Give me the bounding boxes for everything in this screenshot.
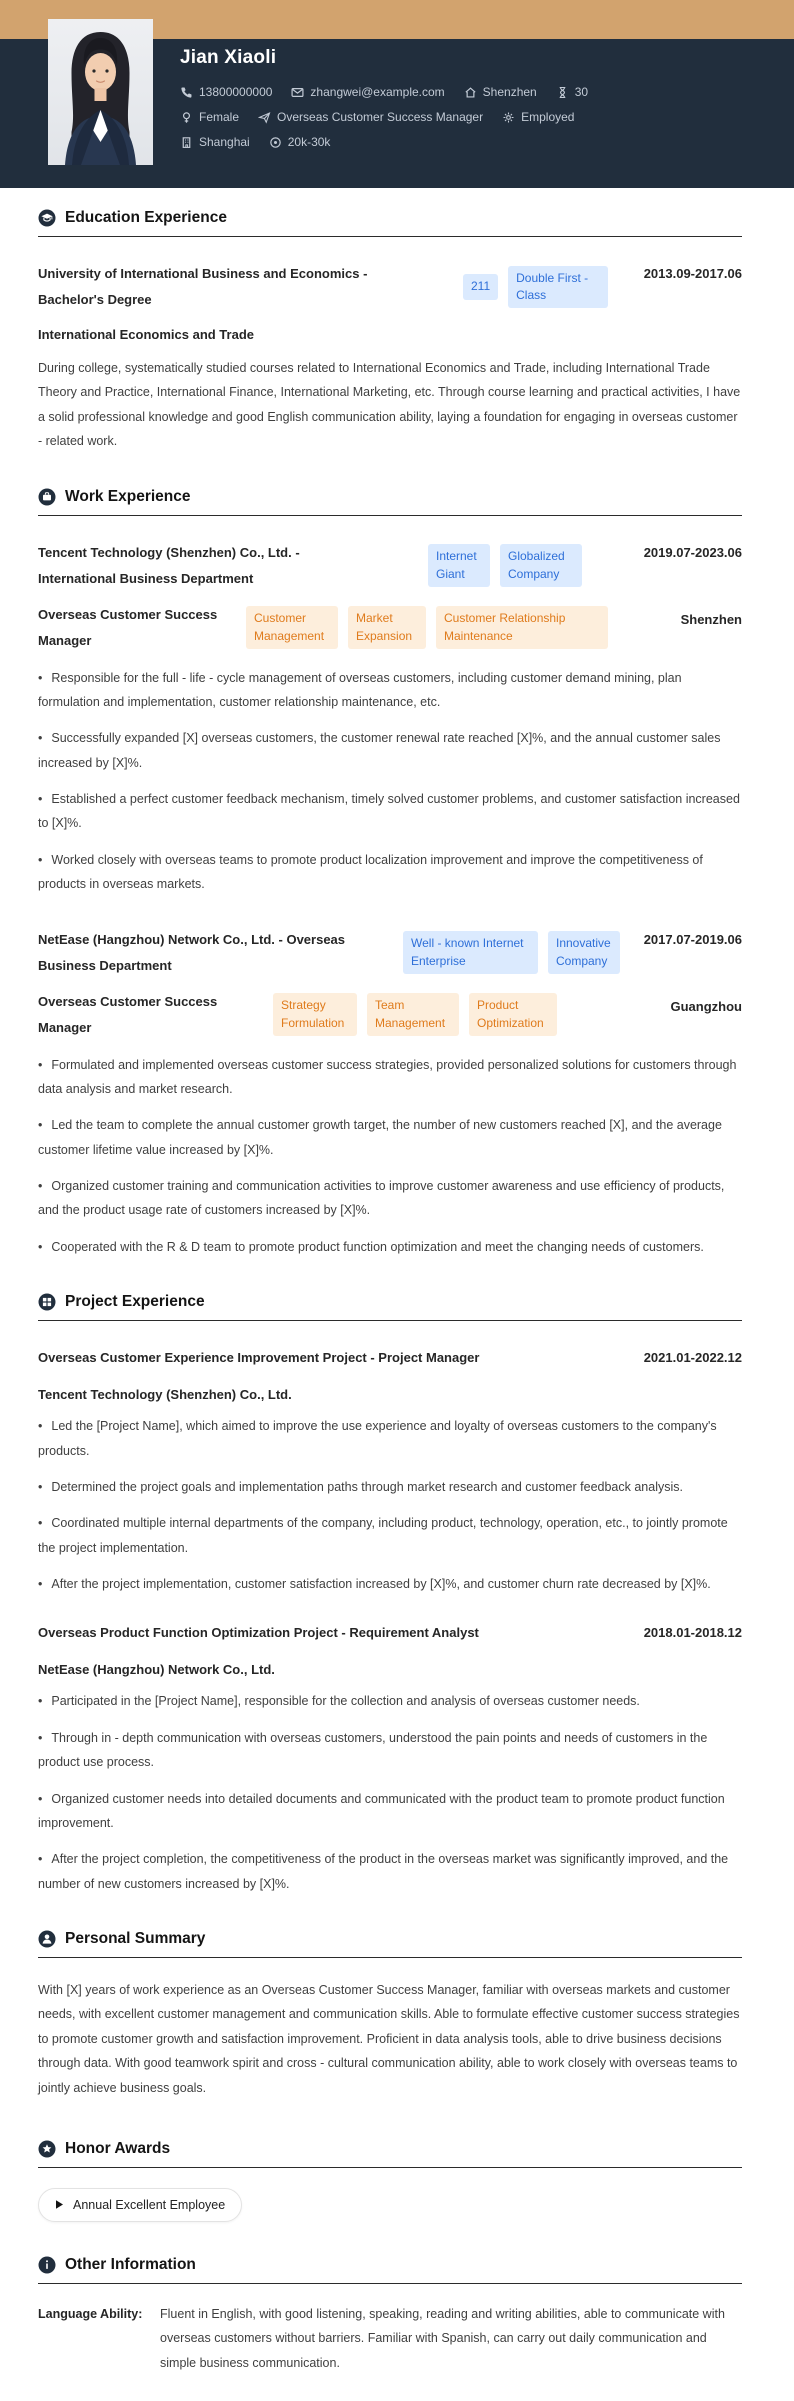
graduation-cap-icon: [38, 209, 56, 227]
paper-plane-icon: [258, 111, 271, 124]
education-description: During college, systematically studied courses related to International Economics and Trade, including International Trade Theory and Practice, International Finance, International Marketing, etc. Through course learning and practical activities, I have a solid professional knowledge and good English communication ability, laying a foundation for engaging in overseas customer - related work.: [38, 361, 741, 449]
medal-star-icon: [38, 2140, 56, 2158]
summary-section-header: [38, 1930, 742, 1948]
gender-icon: [180, 111, 193, 124]
role-tag: Market Expansion: [348, 606, 426, 649]
work-date: 2019.07-2023.06: [643, 544, 742, 560]
language-ability-text: Fluent in English, with good listening, speaking, reading and writing abilities, able to communicate with overseas customers without barriers. Familiar with Spanish, can carry out daily communication and simple business communication.: [160, 2306, 725, 2370]
role-row: [38, 989, 742, 1041]
company-tag: Internet Giant: [428, 544, 490, 587]
section-divider: [38, 515, 742, 516]
city-value: Shenzhen: [482, 85, 537, 99]
project-entry: [38, 1345, 742, 1596]
projects-section-header: [38, 1293, 742, 1311]
work-section-header: [38, 488, 742, 506]
section-work: [38, 488, 742, 1260]
role-tag: Strategy Formulation: [273, 993, 357, 1036]
briefcase-icon: [38, 488, 56, 506]
language-ability-label: Language Ability:: [38, 2306, 143, 2321]
work-bullet: • Organized customer training and communication activities to improve customer awareness and use efficiency of products, and the product usage rate of customers increased by [X]%.: [38, 1174, 742, 1223]
work-date: 2017.07-2019.06: [643, 931, 742, 947]
role-tag: Product Optimization: [469, 993, 557, 1036]
other-section-header: [38, 2256, 742, 2274]
profile-photo: [48, 19, 153, 165]
section-title-honors: Honor Awards: [65, 2139, 171, 2157]
resume-body: [0, 209, 794, 2401]
mail-icon: [291, 86, 304, 99]
company-tag: Globalized Company: [500, 544, 582, 587]
honor-award-label: Annual Excellent Employee: [73, 2197, 226, 2212]
contact-row-1: [180, 85, 774, 99]
school-tags: [368, 266, 644, 309]
salary-item: [269, 135, 331, 149]
company-tags: [368, 931, 644, 974]
salary-value: 20k-30k: [287, 135, 331, 149]
school-tag: Double First - Class: [508, 266, 608, 309]
age-icon: [556, 86, 569, 99]
info-icon: [38, 2256, 56, 2274]
role-tags: [218, 993, 671, 1036]
work-bullet: • Worked closely with overseas teams to promote product localization improvement and improve the competitiveness of products in overseas markets.: [38, 848, 742, 897]
role-row: [38, 602, 742, 654]
gear-icon: [502, 111, 515, 124]
project-entry: [38, 1620, 742, 1896]
major-name: International Economics and Trade: [38, 327, 254, 342]
section-divider: [38, 1957, 742, 1958]
project-bullet: • Participated in the [Project Name], responsible for the collection and analysis of overseas customer needs.: [38, 1689, 742, 1713]
section-title-projects: Project Experience: [65, 1293, 205, 1311]
project-bullet: • Through in - depth communication with overseas customers, understood the pain points and needs of customers in the product use process.: [38, 1726, 742, 1775]
project-date: 2018.01-2018.12: [643, 1625, 742, 1641]
education-date: 2013.09-2017.06: [643, 266, 742, 281]
education-section-header: [38, 209, 742, 227]
project-bullet: • Organized customer needs into detailed documents and communicated with the product team to promote product function improvement.: [38, 1787, 742, 1836]
role-tag: Customer Management: [246, 606, 338, 649]
language-ability-row: [38, 2302, 742, 2375]
project-company: Tencent Technology (Shenzhen) Co., Ltd.: [38, 1387, 292, 1403]
phone-item: [180, 85, 272, 99]
work-bullet: • Cooperated with the R & D team to promote product function optimization and meet the changing needs of customers.: [38, 1235, 742, 1259]
project-header: [38, 1345, 742, 1371]
company-name: NetEase (Hangzhou) Network Co., Ltd. - Overseas Business Department: [38, 931, 346, 973]
age-item: [556, 85, 588, 99]
section-summary: [38, 1930, 742, 2100]
phone-value: 13800000000: [199, 85, 273, 99]
email-item: [291, 85, 444, 99]
school-tag: 211: [463, 274, 498, 299]
work-bullet: • Responsible for the full - life - cycle management of overseas customers, including customer demand mining, plan formulation and implementation, customer relationship maintenance, etc.: [38, 666, 742, 715]
work-bullet: • Established a perfect customer feedback mechanism, timely solved customer problems, and customer satisfaction increased to [X]%.: [38, 787, 742, 836]
honors-section-header: [38, 2140, 742, 2158]
project-bullet: • After the project implementation, customer satisfaction increased by [X]%, and customer churn rate decreased by [X]%.: [38, 1572, 742, 1596]
education-entry-header: [38, 261, 742, 313]
company-name: Tencent Technology (Shenzhen) Co., Ltd. - International Business Department: [38, 544, 300, 586]
section-other: [38, 2256, 742, 2375]
work-location: Guangzhou: [670, 998, 742, 1014]
gender-value: Female: [199, 110, 240, 124]
phone-icon: [180, 86, 193, 99]
work-bullet: • Formulated and implemented overseas customer success strategies, provided personalized solutions for customers through data analysis and market research.: [38, 1053, 742, 1102]
status-value: Employed: [521, 110, 575, 124]
honor-award-pill[interactable]: [38, 2188, 242, 2222]
email-value: zhangwei@example.com: [310, 85, 445, 99]
company-row: [38, 540, 742, 592]
section-title-other: Other Information: [65, 2255, 196, 2273]
company-tags: [368, 544, 644, 587]
profile-photo-illustration: [48, 19, 153, 165]
project-name: Overseas Customer Experience Improvement Project - Project Manager: [38, 1350, 480, 1366]
status-item: [502, 110, 574, 124]
work-bullet: • Successfully expanded [X] overseas customers, the customer renewal rate reached [X]%, and the annual customer sales increased by [X]%.: [38, 726, 742, 775]
contact-row-3: [180, 135, 774, 149]
summary-text: With [X] years of work experience as an Overseas Customer Success Manager, familiar with overseas markets and customer needs, with excellent customer management and communication skills. Able to formulate effective customer success strategies to promote customer growth and satisfaction improvement. Proficient in data analysis tools, able to drive business decisions through data. With good teamwork spirit and cross - cultural communication ability, able to work closely with overseas teams to jointly achieve business goals.: [38, 1983, 740, 2095]
school-name: University of International Business and Economics - Bachelor's Degree: [38, 266, 368, 307]
section-title-education: Education Experience: [65, 209, 227, 226]
company-row: [38, 927, 742, 979]
home-icon: [464, 86, 477, 99]
project-name: Overseas Product Function Optimization Project - Requirement Analyst: [38, 1625, 479, 1641]
section-divider: [38, 1320, 742, 1321]
age-value: 30: [574, 85, 589, 99]
job-title-value: Overseas Customer Success Manager: [277, 110, 484, 124]
section-projects: [38, 1293, 742, 1896]
role-tags: [218, 606, 681, 649]
section-divider: [38, 236, 742, 237]
person-icon: [38, 1930, 56, 1948]
role-tag: Customer Relationship Maintenance: [436, 606, 608, 649]
section-divider: [38, 2167, 742, 2168]
building-icon: [180, 136, 193, 149]
project-header: [38, 1620, 742, 1646]
contact-row-2: [180, 110, 774, 124]
section-title-work: Work Experience: [65, 487, 191, 505]
job-title-item: [258, 110, 483, 124]
section-education: [38, 209, 742, 454]
location-value: Shanghai: [199, 135, 250, 149]
project-bullet: • Led the [Project Name], which aimed to improve the use experience and loyalty of overseas customers to the company's products.: [38, 1414, 742, 1463]
role-title: Overseas Customer Success Manager: [38, 993, 218, 1035]
project-bullet: • Determined the project goals and implementation paths through market research and customer feedback analysis.: [38, 1475, 742, 1499]
work-entry: [38, 927, 742, 1260]
salary-target-icon: [269, 136, 282, 149]
candidate-name: Jian Xiaoli: [180, 47, 277, 68]
role-tag: Team Management: [367, 993, 459, 1036]
project-bullet: • Coordinated multiple internal departments of the company, including product, technology, operation, etc., to jointly promote the project implementation.: [38, 1511, 742, 1560]
section-divider: [38, 2283, 742, 2284]
role-title: Overseas Customer Success Manager: [38, 606, 218, 648]
location-item: [180, 135, 250, 149]
work-entry: [38, 540, 742, 897]
company-tag: Innovative Company: [548, 931, 620, 974]
play-triangle-icon: [55, 2199, 64, 2210]
city-item: [464, 85, 537, 99]
project-bullet: • After the project completion, the competitiveness of the product in the overseas market was significantly improved, and the number of new customers increased by [X]%.: [38, 1847, 742, 1896]
section-honors: [38, 2140, 742, 2222]
resume-header: [0, 39, 794, 188]
project-date: 2021.01-2022.12: [643, 1350, 742, 1366]
project-company: NetEase (Hangzhou) Network Co., Ltd.: [38, 1662, 275, 1678]
project-grid-icon: [38, 1293, 56, 1311]
work-bullet: • Led the team to complete the annual customer growth target, the number of new customers reached [X], and the average customer lifetime value increased by [X]%.: [38, 1113, 742, 1162]
gender-item: [180, 110, 239, 124]
education-entry: [38, 261, 742, 454]
company-tag: Well - known Internet Enterprise: [403, 931, 538, 974]
work-location: Shenzhen: [680, 611, 742, 627]
section-title-summary: Personal Summary: [65, 1930, 206, 1947]
